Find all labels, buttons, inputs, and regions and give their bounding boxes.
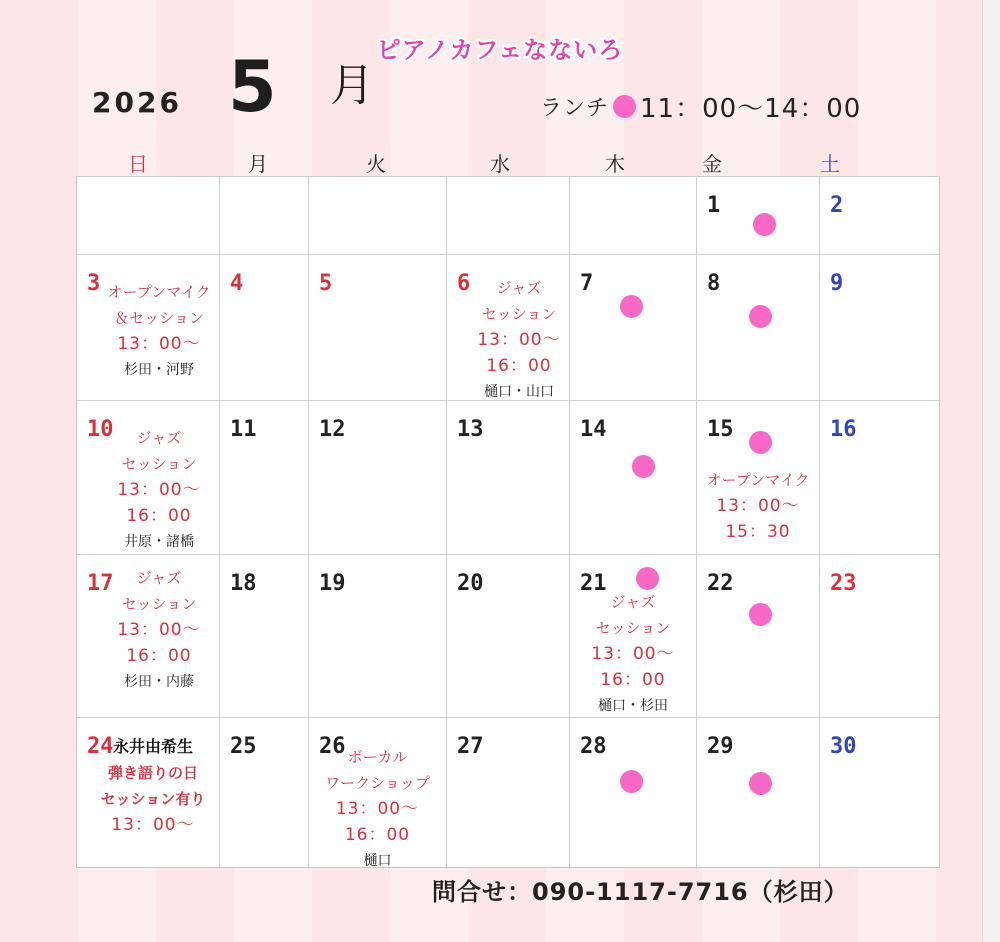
day-cell-2 (820, 177, 941, 255)
day-number: 30 (830, 734, 857, 759)
event-time: 16：00 (126, 506, 192, 526)
day-number: 15 (707, 417, 734, 442)
day-number: 28 (580, 734, 607, 759)
event-time: 13：00〜 (117, 620, 201, 640)
day-cell-21 (570, 555, 697, 718)
month-label: 月 (330, 60, 374, 111)
day-cell-11 (220, 401, 309, 555)
lunch-dot-icon (620, 295, 643, 318)
day-number: 18 (230, 571, 257, 596)
day-cell-30 (820, 718, 941, 869)
event-title: ジャズ (610, 593, 656, 611)
day-cell-1 (697, 177, 820, 255)
lunch-dot-icon (749, 772, 772, 795)
event-title: セッション有り (100, 790, 206, 808)
lunch-dot-icon (749, 431, 772, 454)
day-number: 2 (830, 193, 844, 218)
day-number: 7 (580, 271, 594, 296)
weekday-sunday: 日 (128, 152, 148, 176)
event-block (697, 467, 819, 545)
lunch-hours-legend (540, 88, 861, 125)
day-cell-18 (220, 555, 309, 718)
event-title: ジャズ (136, 429, 182, 447)
event-time: 16：00 (344, 825, 411, 845)
cafe-name: ピアノカフェなないろ (376, 36, 624, 64)
day-number: 20 (457, 571, 484, 596)
day-cell-20 (447, 555, 570, 718)
calendar-grid (76, 176, 940, 868)
lunch-dot-icon (613, 95, 636, 118)
lunch-label: ランチ (540, 96, 610, 121)
event-time: 13：00〜 (111, 815, 195, 835)
event-performers: 樋口 (363, 853, 392, 869)
event-title: セッション (595, 619, 671, 637)
day-number: 22 (707, 571, 734, 596)
event-performers: 杉田・内藤 (124, 674, 194, 690)
day-number: 10 (87, 417, 114, 442)
empty-cell (220, 177, 309, 255)
day-number: 3 (87, 271, 101, 296)
day-cell-29 (697, 718, 820, 869)
event-block (447, 275, 569, 405)
day-cell-13 (447, 401, 570, 555)
day-number: 23 (830, 571, 857, 596)
weekday-tuesday: 火 (366, 152, 386, 176)
day-number: 8 (707, 271, 721, 296)
lunch-dot-icon (620, 770, 643, 793)
day-number: 12 (319, 417, 346, 442)
event-title: セッション (121, 595, 197, 613)
day-number: 29 (707, 734, 734, 759)
day-cell-9 (820, 255, 941, 401)
day-number: 24 (87, 734, 114, 759)
event-time: 13：00〜 (335, 799, 420, 819)
event-title: ワークショップ (325, 774, 430, 792)
event-time: 16：00 (600, 670, 666, 690)
event-title: ボーカル (347, 748, 408, 766)
weekday-friday: 金 (702, 152, 722, 176)
lunch-dot-icon (749, 603, 772, 626)
day-number: 9 (830, 271, 844, 296)
event-time: 16：00 (126, 646, 192, 666)
event-performers: 井原・諸橋 (124, 534, 194, 550)
day-number: 26 (319, 734, 346, 759)
event-block (570, 589, 696, 719)
event-title: ジャズ (496, 279, 542, 297)
day-cell-3 (77, 255, 220, 401)
day-number: 21 (580, 571, 607, 596)
event-title: ＆セッション (114, 309, 204, 327)
day-cell-17 (77, 555, 220, 718)
day-cell-25 (220, 718, 309, 869)
lunch-dot-icon (753, 213, 776, 236)
event-block (77, 425, 219, 555)
empty-cell (447, 177, 570, 255)
event-time: 13：00〜 (477, 330, 561, 350)
day-number: 25 (230, 734, 257, 759)
day-cell-24 (77, 718, 220, 869)
day-number: 5 (319, 271, 333, 296)
day-number: 6 (457, 271, 471, 296)
empty-cell (570, 177, 697, 255)
event-title: オープンマイク (706, 471, 810, 489)
day-number: 1 (707, 193, 721, 218)
day-number: 4 (230, 271, 244, 296)
day-cell-7 (570, 255, 697, 401)
weekday-monday: 月 (248, 152, 268, 176)
event-block (77, 279, 219, 383)
weekday-thursday: 木 (605, 152, 625, 176)
day-number: 17 (87, 571, 114, 596)
day-cell-5 (309, 255, 447, 401)
event-performers: 樋口・杉田 (598, 698, 668, 714)
contact-info: 問合せ：090-1117-7716（杉田） (432, 878, 849, 906)
day-cell-6 (447, 255, 570, 401)
event-title: 弾き語りの日 (107, 764, 198, 782)
lunch-dot-icon (749, 305, 772, 328)
month-number: 5 (228, 46, 277, 128)
page-edge (982, 0, 1000, 942)
event-performer: 永井由希生 (112, 737, 193, 756)
day-cell-14 (570, 401, 697, 555)
weekday-wednesday: 水 (490, 152, 510, 176)
day-number: 13 (457, 417, 484, 442)
day-cell-15 (697, 401, 820, 555)
day-cell-4 (220, 255, 309, 401)
day-number: 11 (230, 417, 257, 442)
event-title: セッション (121, 455, 197, 473)
lunch-dot-icon (632, 455, 655, 478)
day-number: 19 (319, 571, 346, 596)
empty-cell (309, 177, 447, 255)
day-cell-19 (309, 555, 447, 718)
day-number: 14 (580, 417, 607, 442)
event-block (309, 744, 446, 874)
event-performers: 杉田・河野 (124, 362, 194, 378)
day-number: 16 (830, 417, 857, 442)
empty-cell (77, 177, 220, 255)
day-cell-10 (77, 401, 220, 555)
year: 2026 (92, 86, 182, 119)
day-cell-22 (697, 555, 820, 718)
day-cell-23 (820, 555, 941, 718)
event-title: セッション (481, 305, 557, 323)
weekday-saturday: 土 (820, 152, 840, 176)
day-number: 27 (457, 734, 484, 759)
lunch-dot-icon (636, 567, 659, 590)
event-time: 15：30 (725, 522, 791, 542)
day-cell-28 (570, 718, 697, 869)
event-time: 13：00〜 (117, 334, 201, 354)
event-time: 13：00〜 (716, 496, 800, 516)
event-performers: 樋口・山口 (484, 384, 554, 400)
event-time: 16：00 (486, 356, 552, 376)
day-cell-8 (697, 255, 820, 401)
day-cell-16 (820, 401, 941, 555)
event-title: ジャズ (136, 569, 182, 587)
event-title: オープンマイク (107, 283, 211, 301)
lunch-hours: 11：00〜14：00 (640, 94, 862, 124)
event-block (77, 734, 219, 838)
event-time: 13：00〜 (591, 644, 675, 664)
day-cell-12 (309, 401, 447, 555)
day-cell-26 (309, 718, 447, 869)
event-time: 13：00〜 (117, 480, 201, 500)
event-block (77, 565, 219, 695)
day-cell-27 (447, 718, 570, 869)
